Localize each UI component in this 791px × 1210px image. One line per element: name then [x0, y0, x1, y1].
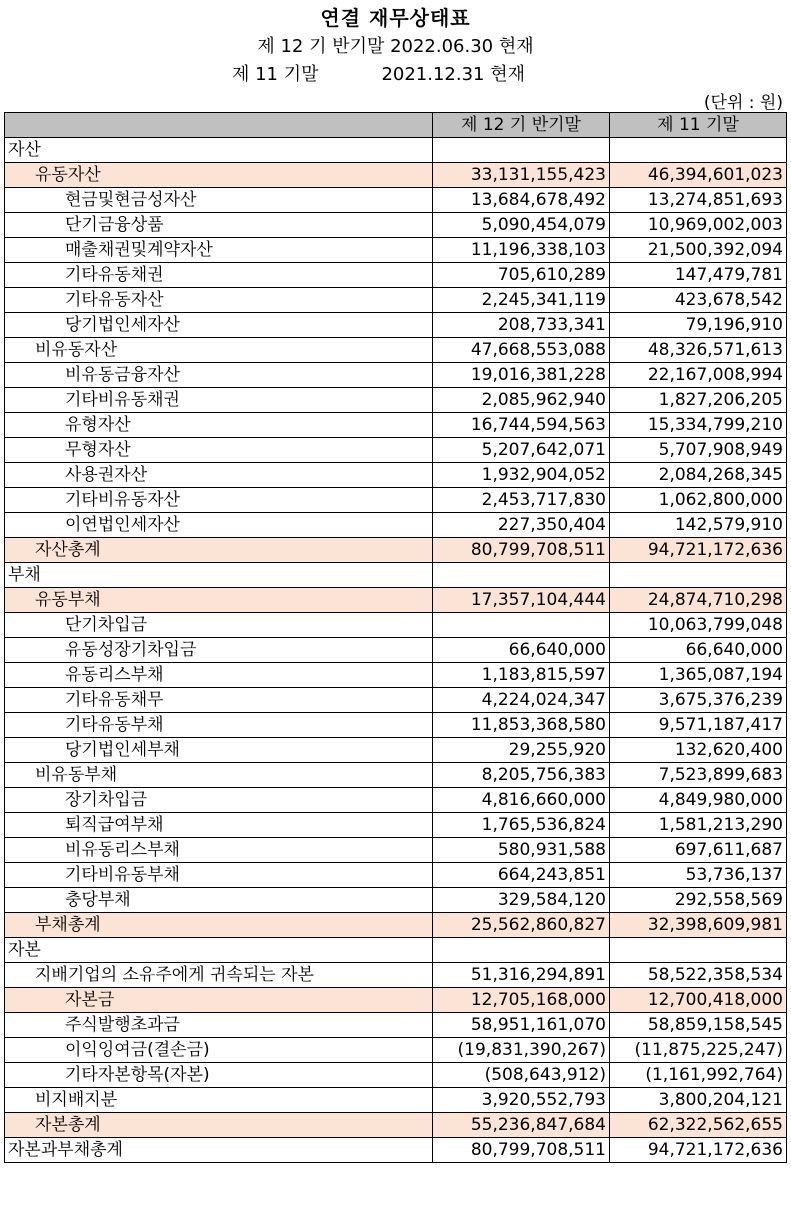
current-period-value: 80,799,708,511 — [433, 538, 610, 563]
prior-period-value — [610, 938, 787, 963]
row-label: 당기법인세자산 — [5, 313, 433, 338]
prior-period-value: 10,063,799,048 — [610, 613, 787, 638]
row-label: 기타유동부채 — [5, 713, 433, 738]
row-label: 장기차입금 — [5, 788, 433, 813]
current-period-value — [433, 563, 610, 588]
table-row — [5, 888, 787, 913]
row-label: 매출채권및계약자산 — [5, 238, 433, 263]
current-period-value: 1,183,815,597 — [433, 663, 610, 688]
table-body — [5, 138, 787, 1163]
table-row — [5, 288, 787, 313]
current-period-value: 16,744,594,563 — [433, 413, 610, 438]
table-row — [5, 913, 787, 938]
row-label: 기타자본항목(자본) — [5, 1063, 433, 1088]
table-row — [5, 163, 787, 188]
prior-period-value: 13,274,851,693 — [610, 188, 787, 213]
table-row — [5, 1063, 787, 1088]
row-label: 당기법인세부채 — [5, 738, 433, 763]
row-label: 부채 — [5, 563, 433, 588]
current-period-value: 17,357,104,444 — [433, 588, 610, 613]
current-period-value: 2,453,717,830 — [433, 488, 610, 513]
current-period-value: 4,224,024,347 — [433, 688, 610, 713]
row-label: 기타비유동부채 — [5, 863, 433, 888]
row-label: 자본과부채총계 — [5, 1138, 433, 1163]
unit-label: (단위 : 원) — [703, 93, 783, 113]
table-row — [5, 238, 787, 263]
prior-period-value: 292,558,569 — [610, 888, 787, 913]
table-row — [5, 388, 787, 413]
current-period-value — [433, 938, 610, 963]
row-label: 비유동부채 — [5, 763, 433, 788]
table-row — [5, 613, 787, 638]
prior-period-value: (1,161,992,764) — [610, 1063, 787, 1088]
prior-period-value: 53,736,137 — [610, 863, 787, 888]
prior-period-value: 79,196,910 — [610, 313, 787, 338]
prior-period-value: 48,326,571,613 — [610, 338, 787, 363]
row-label: 유동자산 — [5, 163, 433, 188]
current-period-value — [433, 613, 610, 638]
row-label: 자산총계 — [5, 538, 433, 563]
table-row — [5, 638, 787, 663]
table-row — [5, 713, 787, 738]
table-row — [5, 738, 787, 763]
row-label: 단기차입금 — [5, 613, 433, 638]
prior-period-value: 46,394,601,023 — [610, 163, 787, 188]
current-period-value: 25,562,860,827 — [433, 913, 610, 938]
row-label: 자본 — [5, 938, 433, 963]
current-period-value: 705,610,289 — [433, 263, 610, 288]
current-period-value: 664,243,851 — [433, 863, 610, 888]
table-row — [5, 513, 787, 538]
row-label: 자본금 — [5, 988, 433, 1013]
prior-period-value: 22,167,008,994 — [610, 363, 787, 388]
current-period-value: 66,640,000 — [433, 638, 610, 663]
current-period-value: 580,931,588 — [433, 838, 610, 863]
table-row — [5, 938, 787, 963]
row-label: 현금및현금성자산 — [5, 188, 433, 213]
row-label: 기타비유동채권 — [5, 388, 433, 413]
current-period-value: 55,236,847,684 — [433, 1113, 610, 1138]
prior-period-value: 1,827,206,205 — [610, 388, 787, 413]
prior-period-value: 1,581,213,290 — [610, 813, 787, 838]
current-period-value: 329,584,120 — [433, 888, 610, 913]
prior-period-value — [610, 138, 787, 163]
current-period-value: 47,668,553,088 — [433, 338, 610, 363]
table-row — [5, 563, 787, 588]
prior-period-value: 94,721,172,636 — [610, 1138, 787, 1163]
row-label: 기타유동채권 — [5, 263, 433, 288]
prior-period-value: 58,522,358,534 — [610, 963, 787, 988]
table-row — [5, 538, 787, 563]
prior-period-value: 3,800,204,121 — [610, 1088, 787, 1113]
current-period-value: 1,765,536,824 — [433, 813, 610, 838]
table-row — [5, 1088, 787, 1113]
prior-period-value: 697,611,687 — [610, 838, 787, 863]
current-period-value: 13,684,678,492 — [433, 188, 610, 213]
prior-period-value: 62,322,562,655 — [610, 1113, 787, 1138]
prior-period-value: 21,500,392,094 — [610, 238, 787, 263]
current-period-value: 5,207,642,071 — [433, 438, 610, 463]
current-period-value: 19,016,381,228 — [433, 363, 610, 388]
row-label: 이연법인세자산 — [5, 513, 433, 538]
table-row — [5, 1038, 787, 1063]
prior-period-value: 7,523,899,683 — [610, 763, 787, 788]
table-row — [5, 363, 787, 388]
table-row — [5, 1013, 787, 1038]
row-label: 유형자산 — [5, 413, 433, 438]
row-label: 유동성장기차입금 — [5, 638, 433, 663]
current-period-value: (508,643,912) — [433, 1063, 610, 1088]
table-row — [5, 263, 787, 288]
row-label: 부채총계 — [5, 913, 433, 938]
prior-period-value: 15,334,799,210 — [610, 413, 787, 438]
row-label: 기타비유동자산 — [5, 488, 433, 513]
table-row — [5, 213, 787, 238]
row-label: 비지배지분 — [5, 1088, 433, 1113]
current-period-value: 80,799,708,511 — [433, 1138, 610, 1163]
header-prior-period: 제 11 기말 — [610, 113, 787, 138]
current-period-value: 4,816,660,000 — [433, 788, 610, 813]
prior-period-value — [610, 563, 787, 588]
header-current-period: 제 12 기 반기말 — [433, 113, 610, 138]
current-period-value: (19,831,390,267) — [433, 1038, 610, 1063]
table-row — [5, 863, 787, 888]
row-label: 유동리스부채 — [5, 663, 433, 688]
prior-period-value: 2,084,268,345 — [610, 463, 787, 488]
prior-period-value: 5,707,908,949 — [610, 438, 787, 463]
row-label: 충당부채 — [5, 888, 433, 913]
row-label: 유동부채 — [5, 588, 433, 613]
table-row — [5, 1113, 787, 1138]
prior-period-value: 4,849,980,000 — [610, 788, 787, 813]
table-row — [5, 763, 787, 788]
prior-period-value: 1,365,087,194 — [610, 663, 787, 688]
prior-period-value: 10,969,002,003 — [610, 213, 787, 238]
current-period-value: 5,090,454,079 — [433, 213, 610, 238]
row-label: 기타유동채무 — [5, 688, 433, 713]
table-row — [5, 463, 787, 488]
current-period-value: 33,131,155,423 — [433, 163, 610, 188]
row-label: 사용권자산 — [5, 463, 433, 488]
prior-period-value: 58,859,158,545 — [610, 1013, 787, 1038]
row-label: 비유동리스부채 — [5, 838, 433, 863]
prior-period-value: 147,479,781 — [610, 263, 787, 288]
prior-period-value: (11,875,225,247) — [610, 1038, 787, 1063]
statement-title: 연결 재무상태표 — [320, 6, 471, 30]
table-row — [5, 963, 787, 988]
prior-period-value: 3,675,376,239 — [610, 688, 787, 713]
current-period-line: 제 12 기 반기말 2022.06.30 현재 — [257, 36, 534, 57]
row-label: 비유동금융자산 — [5, 363, 433, 388]
current-period-value: 58,951,161,070 — [433, 1013, 610, 1038]
prior-period-value: 66,640,000 — [610, 638, 787, 663]
header-label-column — [5, 113, 433, 138]
table-row — [5, 1138, 787, 1163]
prior-period-value: 1,062,800,000 — [610, 488, 787, 513]
current-period-value — [433, 138, 610, 163]
row-label: 무형자산 — [5, 438, 433, 463]
prior-period-value: 142,579,910 — [610, 513, 787, 538]
table-row — [5, 688, 787, 713]
table-row — [5, 588, 787, 613]
current-period-value: 11,196,338,103 — [433, 238, 610, 263]
table-row — [5, 488, 787, 513]
row-label: 퇴직급여부채 — [5, 813, 433, 838]
table-row — [5, 838, 787, 863]
table-row — [5, 813, 787, 838]
row-label: 비유동자산 — [5, 338, 433, 363]
current-period-value: 2,245,341,119 — [433, 288, 610, 313]
table-row — [5, 988, 787, 1013]
row-label: 자산 — [5, 138, 433, 163]
row-label: 단기금융상품 — [5, 213, 433, 238]
prior-period-value: 94,721,172,636 — [610, 538, 787, 563]
table-row — [5, 338, 787, 363]
table-row — [5, 188, 787, 213]
current-period-value: 2,085,962,940 — [433, 388, 610, 413]
current-period-value: 29,255,920 — [433, 738, 610, 763]
current-period-value: 51,316,294,891 — [433, 963, 610, 988]
table-row — [5, 138, 787, 163]
table-row — [5, 313, 787, 338]
prior-period-line: 제 11 기말 2021.12.31 현재 — [232, 64, 526, 85]
row-label: 이익잉여금(결손금) — [5, 1038, 433, 1063]
header-row — [5, 113, 787, 138]
prior-period-value: 132,620,400 — [610, 738, 787, 763]
current-period-value: 12,705,168,000 — [433, 988, 610, 1013]
prior-period-value: 423,678,542 — [610, 288, 787, 313]
current-period-value: 1,932,904,052 — [433, 463, 610, 488]
row-label: 지배기업의 소유주에게 귀속되는 자본 — [5, 963, 433, 988]
table-row — [5, 438, 787, 463]
row-label: 주식발행초과금 — [5, 1013, 433, 1038]
current-period-value: 3,920,552,793 — [433, 1088, 610, 1113]
prior-period-value: 12,700,418,000 — [610, 988, 787, 1013]
prior-period-value: 32,398,609,981 — [610, 913, 787, 938]
current-period-value: 227,350,404 — [433, 513, 610, 538]
current-period-value: 11,853,368,580 — [433, 713, 610, 738]
row-label: 자본총계 — [5, 1113, 433, 1138]
table-row — [5, 663, 787, 688]
table-row — [5, 413, 787, 438]
prior-period-value: 24,874,710,298 — [610, 588, 787, 613]
balance-sheet-table — [4, 112, 787, 1163]
current-period-value: 208,733,341 — [433, 313, 610, 338]
prior-period-value: 9,571,187,417 — [610, 713, 787, 738]
row-label: 기타유동자산 — [5, 288, 433, 313]
table-row — [5, 788, 787, 813]
current-period-value: 8,205,756,383 — [433, 763, 610, 788]
